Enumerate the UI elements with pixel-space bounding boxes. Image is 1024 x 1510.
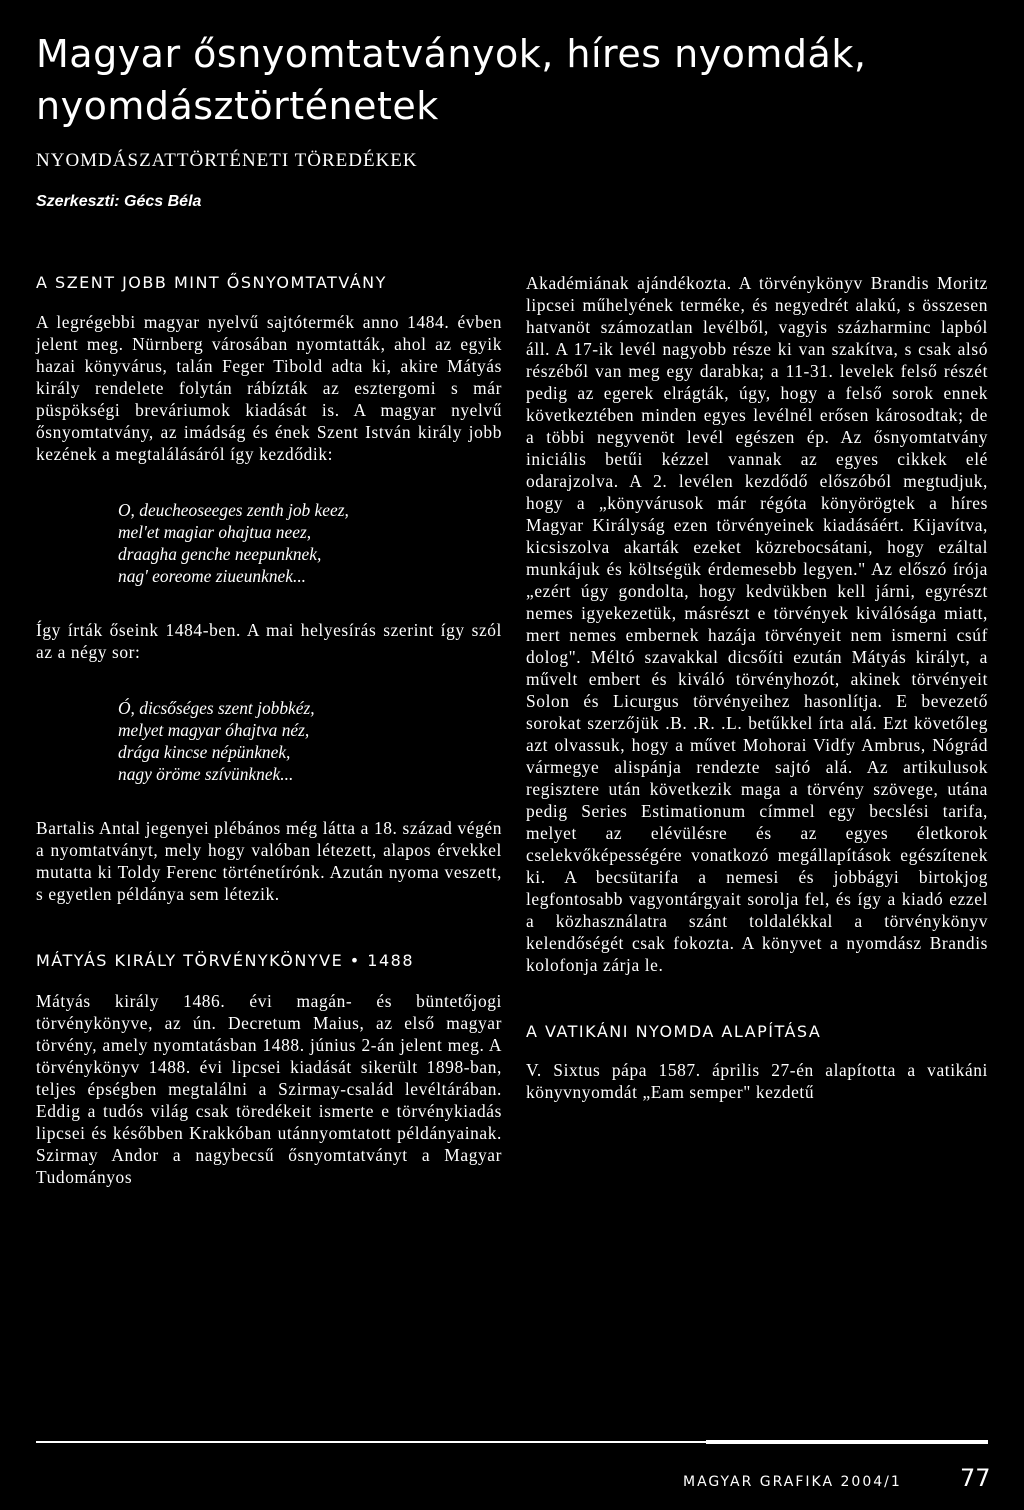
section-subtitle: NYOMDÁSZATTÖRTÉNETI TÖREDÉKEK (36, 150, 418, 171)
paragraph-bartalis: Bartalis Antal jegenyei plébános még látta a 18. század végén a nyomtatványt, mely hogy valóban létezett, alapos érvekkel mutatta ki Toldy Ferenc történetírónk. Azután nyoma veszett, s egyetlen példánya sem létezik. (36, 818, 502, 904)
paragraph-decretum-maius: Mátyás király 1486. évi magán- és büntetőjogi törvénykönyve, az ún. Decretum Maius, az első magyar törvény, amely nyomtatásban 1488. június 2-án jelent meg. A törvénykönyv 1488. évi lipcsei kiadását sikerült 1898-ban, teljes épségben megtalálni a Szirmay-család levéltárában. Eddig a tudós világ csak töredékeit ismerte e törvénykiadás lipcsei és későbben Krakkóban utánnyomtatott példányainak. Szirmay Andor a nagybecsű ősnyomtatványt a Magyar Tudományos (36, 991, 502, 1187)
poem-line: Ó, dicsőséges szent jobbkéz, (118, 698, 315, 718)
poem-line: draagha genche neepunknek, (118, 544, 322, 564)
right-column (526, 272, 988, 1103)
editor-credit: Szerkeszti: Gécs Béla (36, 193, 202, 210)
poem-line: melyet magyar óhajtva néz, (118, 720, 310, 740)
left-column (36, 272, 502, 1188)
paragraph-szent-jobb-intro: A legrégebbi magyar nyelvű sajtótermék anno 1484. évben jelent meg. Nürnberg városában nyomtatták, ahol az egyik hazai könyvárus, talán Feger Tibold adta ki, akire Mátyás király rendelete folytán rábízták az esztergomi s már püspökségi breváriumok kiadását is. A magyar nyelvű ősnyomtatvány, az imádság és ének Szent István király jobb kezének a megtalálásáról így kezdődik: (36, 312, 502, 464)
page-title: Magyar ősnyomtatványok, híres nyomdák, nyomdásztörténetek (36, 32, 867, 128)
paragraph-modern-spelling: Így írták őseink 1484-ben. A mai helyesírás szerint így szól az a négy sor: (36, 620, 502, 662)
poem-modern-hungarian (36, 697, 502, 785)
poem-line: O, deucheoseeges zenth job keez, (118, 500, 349, 520)
poem-line: mel'et magiar ohajtua neez, (118, 522, 312, 542)
heading-matyas-torvenykonyve: MÁTYÁS KIRÁLY TÖRVÉNYKÖNYVE • 1488 (36, 951, 415, 970)
heading-szent-jobb: A SZENT JOBB MINT ŐSNYOMTATVÁNY (36, 273, 387, 292)
poem-line: drága kincse népünknek, (118, 742, 291, 762)
paragraph-akademia: Akadémiának ajándékozta. A törvénykönyv Brandis Moritz lipcsei műhelyének terméke, és negyedrét alakú, s összesen hatvanöt számozatlan levélből, vagyis százharminc lapból áll. A 17-ik levél nagyobb része ki van szakítva, s csak alsó részéből van meg egy darabka; a 11-31. levelek felső részét pedig az egerek elrágták, úgy, hogy a felső sorok ennek következtében minden egyes levélnél erősen károsodtak; de a többi negyvenöt levél egészen ép. Az ősnyomtatvány iniciális betűi kézzel vannak az egyes cikkek elé odarajzolva. A 2. levélen kezdődő előszóból megtudjuk, hogy a „könyvárusok már régóta könyörögtek a híres Magyar Királyság ezen törvényeinek kiadásáért. Kijavítva, kicsiszolva akarták ezeket közrebocsátani, hogy ezáltal munkájuk és költségük érdemesebb legyen." Az előszó írója „ezért úgy gondolta, hogy kedvükben kell járni, egyrészt nemes igyekezetük, másrészt e törvények kiválósága miatt, mert nemes embernek hazája törvényeit nem ismerni csúf dolog". Méltó szavakkal dicsőíti ezután Mátyás királyt, a művelt embert és kiváló törvényhozót, akinek törvényeit Solon és Licurgus törvényeihez hasonlítja. E bevezető sorokat szerzőjük .B. .R. .L. betűkkel írta alá. Ezt követőleg azt olvassuk, hogy a művet Mohorai Vidfy Ambrus, Nógrád vármegye alispánja rendezte sajtó alá. Az artikulusok regisztere után következik maga a törvény szövege, utána pedig Series Estimationum címmel egy becslési tarifa, melyet az elévülésre és az egyes életkorok cselekvőképességére vonatkozó megállapítások egészítenek ki. A becsütarifa a nemesi és jobbágyi birtokjog legfontosabb vagyontárgyait sorolja fel, és így a kiadó ezzel a közhasználatra szánt toldalékkal a törvénykönyv kelendőségét csak fokozta. A könyvet a nyomdász Brandis kolofonja zárja le. (526, 273, 988, 975)
footer-magazine: MAGYAR GRAFIKA 2004/1 (683, 1474, 902, 1490)
paragraph-sixtus: V. Sixtus pápa 1587. április 27-én alapította a vatikáni könyvnyomdát „Eam semper" kezdetű (526, 1060, 988, 1102)
poem-line: nag' eoreome ziueunknek... (118, 566, 307, 586)
poem-old-hungarian (36, 499, 502, 587)
heading-vatikani-nyomda: A VATIKÁNI NYOMDA ALAPÍTÁSA (526, 1022, 822, 1041)
page-number: 77 (960, 1464, 991, 1492)
poem-line: nagy öröme szívünknek... (118, 764, 294, 784)
footer-rule-accent (706, 1440, 988, 1444)
